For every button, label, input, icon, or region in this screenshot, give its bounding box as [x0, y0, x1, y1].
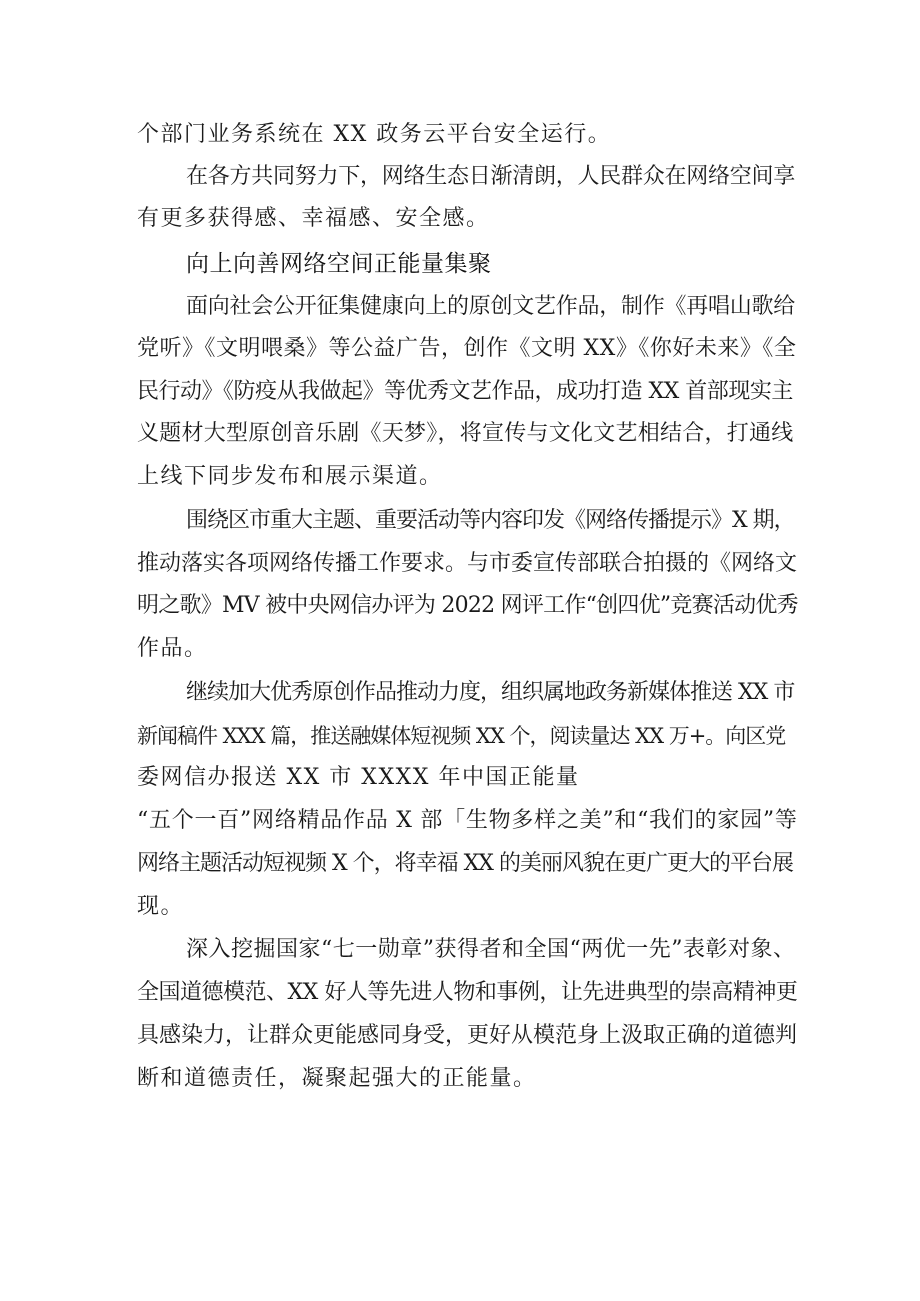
paragraph-line: 上线下同步发布和展示渠道。 — [137, 464, 443, 489]
paragraph-line: 在各方共同努力下，网络生态日渐清朗，人民群众在网络空间享 — [186, 164, 796, 189]
paragraph-line: 深入挖掘国家“七一勋章”获得者和全国“两优一先”表彰对象、 — [186, 937, 796, 962]
paragraph-line: 委网信办报送 XX 市 XXXX 年中国正能量 — [137, 765, 580, 790]
paragraph-line: 作品。 — [137, 636, 208, 661]
paragraph-line: “五个一百”网络精品作品 X 部「生物多样之美”和“我们的家园”等 — [137, 808, 798, 833]
paragraph-line: 具感染力，让群众更能感同身受，更好从模范身上汲取正确的道德判 — [137, 1023, 798, 1048]
paragraph-line: 有更多获得感、幸福感、安全感。 — [137, 206, 490, 231]
paragraph-line: 个部门业务系统在 XX 政务云平台安全运行。 — [137, 122, 612, 147]
paragraph-line: 新闻稿件 XXX 篇，推送融媒体短视频 XX 个，阅读量达 XX 万+。向区党 — [137, 724, 786, 748]
paragraph-line: 全国道德模范、XX 好人等先进人物和事例，让先进典型的崇高精神更 — [137, 980, 798, 1005]
paragraph-line: 网络主题活动短视频 X 个，将幸福 XX 的美丽风貌在更广更大的平台展 — [137, 851, 793, 876]
paragraph-line: 面向社会公开征集健康向上的原创文艺作品，制作《再唱山歌给 — [186, 294, 796, 319]
paragraph-line: 推动落实各项网络传播工作要求。与市委宣传部联合拍摄的《网络文 — [137, 551, 798, 576]
section-heading: 向上向善网络空间正能量集聚 — [186, 251, 492, 277]
paragraph-line: 明之歌》MV 被中央网信办评为 2022 网评工作“创四优”竞赛活动优秀 — [137, 593, 798, 618]
paragraph-line: 继续加大优秀原创作品推动力度，组织属地政务新媒体推送 XX 市 — [186, 680, 795, 705]
paragraph-line: 现。 — [137, 894, 185, 919]
paragraph-line: 义题材大型原创音乐剧《天梦》，将宣传与文化文艺相结合，打通线 — [137, 421, 794, 446]
paragraph-line: 断和道德责任，凝聚起强大的正能量。 — [137, 1066, 537, 1091]
paragraph-line: 民行动》《防疫从我做起》等优秀文艺作品，成功打造 XX 首部现实主 — [137, 379, 793, 404]
paragraph-line: 围绕区市重大主题、重要活动等内容印发《网络传播提示》X 期， — [186, 508, 795, 533]
paragraph-line: 党听》《文明喂桑》等公益广告，创作《文明 XX》《你好未来》《全 — [137, 336, 797, 361]
